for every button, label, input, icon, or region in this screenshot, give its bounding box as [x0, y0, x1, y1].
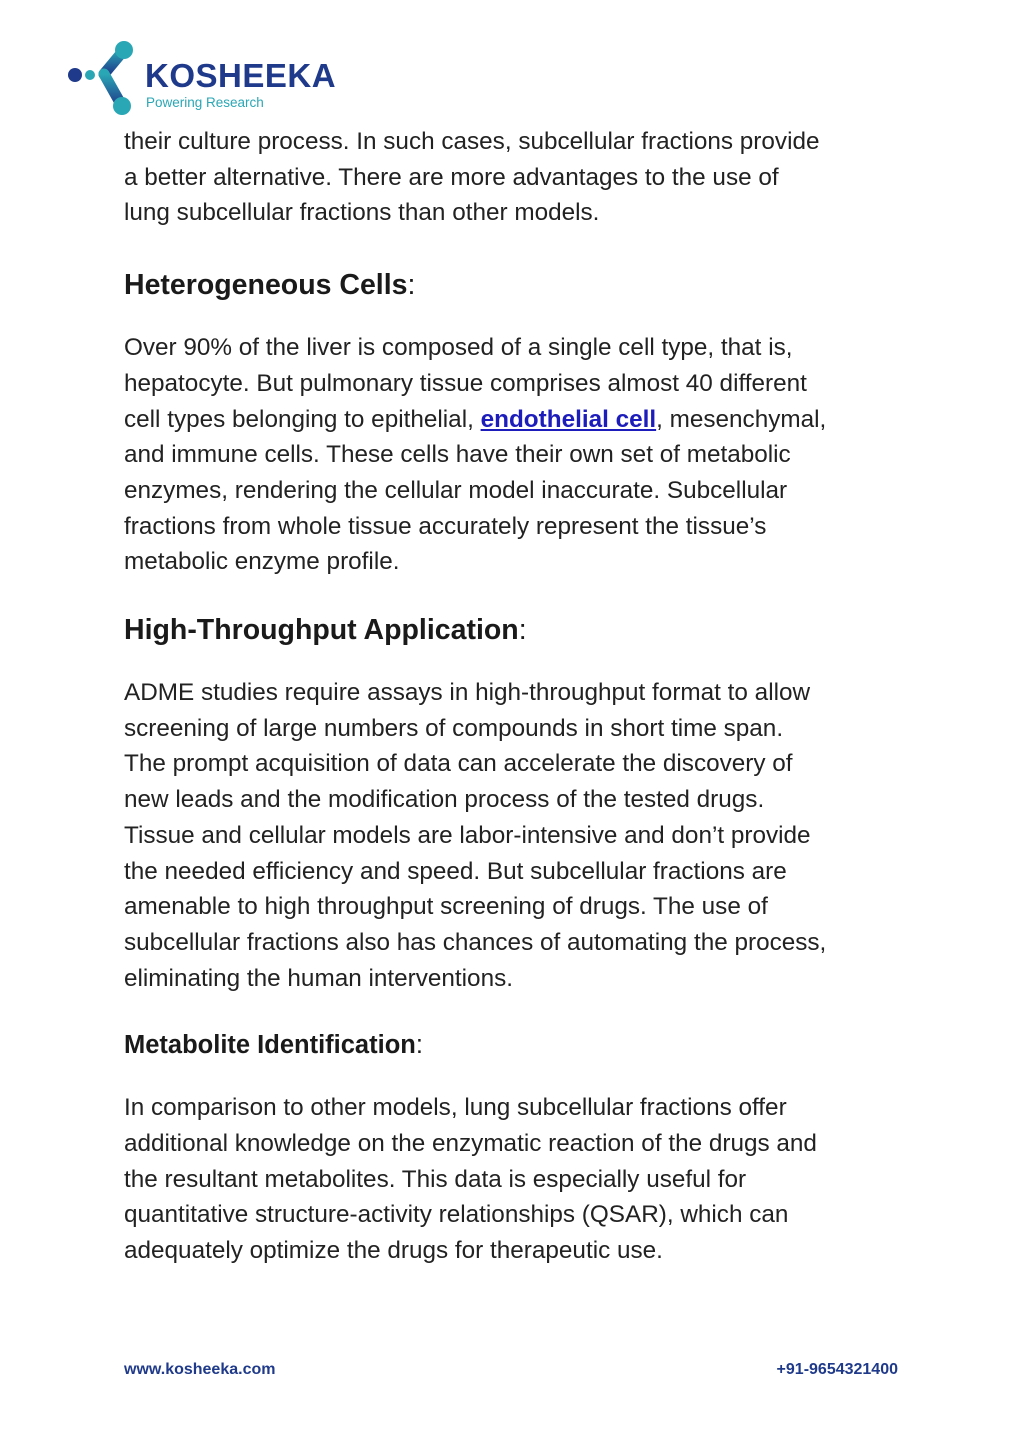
text-line: amenable to high throughput screening of drugs. The use of [124, 893, 768, 921]
text-line [124, 402, 914, 438]
text-line: eliminating the human interventions. [124, 964, 513, 992]
text-line: the resultant metabolites. This data is especially useful for [124, 1165, 747, 1193]
text-line: a better alternative. There are more advantages to the use of [124, 163, 779, 191]
text-line: new leads and the modification process of the tested drugs. [124, 786, 765, 814]
brand-tagline: Powering Research [146, 95, 264, 110]
text-line: The prompt acquisition of data can accelerate the discovery of [124, 750, 793, 778]
section-heading-heterogeneous-cells [124, 259, 914, 311]
text-fragment: cell types belonging to epithelial, [124, 405, 481, 433]
text-line: hepatocyte. But pulmonary tissue comprises almost 40 different [124, 369, 807, 397]
heading-colon: : [407, 269, 416, 302]
text-line: adequately optimize the drugs for therapeutic use. [124, 1237, 663, 1265]
section-heading-metabolite-identification [124, 1022, 914, 1068]
text-line: the needed efficiency and speed. But subcellular fractions are [124, 857, 787, 885]
footer-website-link[interactable]: www.kosheeka.com [124, 1361, 276, 1378]
brand-name: KOSHEEKA [145, 57, 337, 94]
heading-text: Heterogeneous Cells [124, 269, 408, 302]
section-heading-high-throughput-application [124, 604, 914, 656]
text-line: Tissue and cellular models are labor-intensive and don’t provide [124, 821, 811, 849]
text-line: additional knowledge on the enzymatic reaction of the drugs and [124, 1130, 817, 1158]
text-fragment: , mesenchymal, [656, 405, 827, 433]
text-line: metabolic enzyme profile. [124, 548, 400, 576]
heading-text: High-Throughput Application [124, 614, 519, 647]
article-content [124, 124, 914, 1269]
intro-paragraph [124, 124, 914, 231]
text-line: fractions from whole tissue accurately represent the tissue’s [124, 512, 767, 540]
text-line: In comparison to other models, lung subcellular fractions offer [124, 1094, 787, 1122]
heading-colon: : [415, 1031, 423, 1060]
text-line: enzymes, rendering the cellular model inaccurate. Subcellular [124, 476, 788, 504]
footer-phone-link[interactable]: +91-9654321400 [776, 1361, 898, 1378]
metabolite-identification-paragraph [124, 1090, 914, 1269]
kosheeka-logo [66, 40, 366, 116]
text-line: lung subcellular fractions than other models. [124, 199, 600, 227]
molecule-logo-icon [66, 40, 146, 116]
heterogeneous-cells-paragraph [124, 330, 914, 580]
text-line: quantitative structure-activity relationships (QSAR), which can [124, 1201, 789, 1229]
text-line: their culture process. In such cases, subcellular fractions provide [124, 128, 820, 155]
text-line: screening of large numbers of compounds in short time span. [124, 714, 784, 742]
text-line: Over 90% of the liver is composed of a single cell type, that is, [124, 334, 793, 362]
text-line: subcellular fractions also has chances of automating the process, [124, 928, 827, 956]
heading-colon: : [518, 614, 527, 647]
text-line: ADME studies require assays in high-throughput format to allow [124, 679, 811, 707]
heading-text: Metabolite Identification [124, 1031, 416, 1060]
high-throughput-paragraph [124, 675, 914, 996]
text-line: and immune cells. These cells have their own set of metabolic [124, 441, 791, 469]
endothelial-cell-link[interactable]: endothelial cell [480, 405, 657, 433]
